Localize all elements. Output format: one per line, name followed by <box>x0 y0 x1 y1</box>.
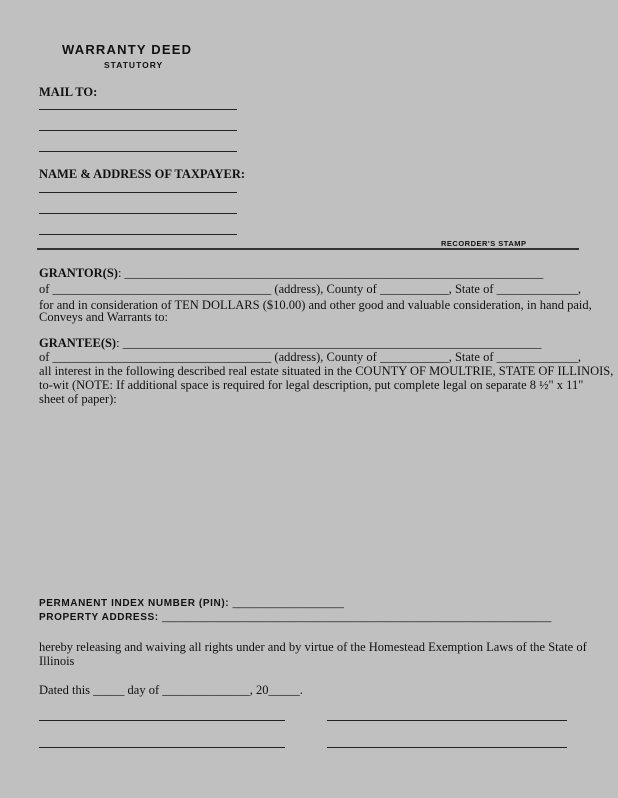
property-address-blank: ______________________________________________________________________ <box>162 612 552 623</box>
mail-to-line-2 <box>39 130 237 131</box>
grantee-label: GRANTEE(S) <box>39 336 117 350</box>
grantee-name-blank: : ___________________________________________________________________ <box>116 336 542 350</box>
signature-line-1 <box>39 720 285 721</box>
pin-row <box>39 598 344 609</box>
pin-blank: ____________________ <box>232 598 344 609</box>
homestead-line-2: Illinois <box>39 654 75 668</box>
mail-to-line-1 <box>39 109 237 110</box>
grantee-line-3: all interest in the following described real estate situated in the COUNTY OF MOULTRIE, STATE OF ILLINOIS, <box>39 364 614 378</box>
taxpayer-label: NAME & ADDRESS OF TAXPAYER: <box>39 167 246 181</box>
grantor-label: GRANTOR(S) <box>39 266 118 280</box>
signature-line-2 <box>327 720 567 721</box>
grantor-line-1 <box>39 265 543 281</box>
property-address-label: PROPERTY ADDRESS: <box>39 612 159 623</box>
homestead-line-1: hereby releasing and waiving all rights under and by virtue of the Homestead Exemption Laws of the State of <box>39 640 587 654</box>
recorders-stamp-label: RECORDER'S STAMP <box>441 239 527 248</box>
grantor-name-blank: : ___________________________________________________________________ <box>117 266 544 280</box>
grantee-line-2: of ___________________________________ (address), County of ___________, State of _____________, <box>39 350 581 364</box>
mail-to-line-3 <box>39 151 237 152</box>
grantor-line-2: of ___________________________________ (address), County of ___________, State of _____________, <box>39 282 581 296</box>
taxpayer-line-2 <box>39 213 237 214</box>
grantor-line-4: Conveys and Warrants to: <box>39 310 168 324</box>
dated-line: Dated this _____ day of ______________, 20_____. <box>39 683 303 697</box>
mail-to-label: MAIL TO: <box>39 85 98 99</box>
grantee-line-4: to-wit (NOTE: If additional space is required for legal description, put complete legal on separate 8 ½" x 11" <box>39 378 584 392</box>
taxpayer-line-1 <box>39 192 237 193</box>
signature-line-4 <box>327 747 567 748</box>
taxpayer-line-3 <box>39 234 237 235</box>
signature-line-3 <box>39 747 285 748</box>
property-address-row <box>39 612 551 623</box>
recorder-divider <box>37 248 579 250</box>
document-title: WARRANTY DEED <box>62 42 193 57</box>
pin-label: PERMANENT INDEX NUMBER (PIN): <box>39 598 230 609</box>
document-subtitle: STATUTORY <box>104 60 164 70</box>
grantee-line-5: sheet of paper): <box>39 392 117 406</box>
grantor-line-3: for and in consideration of TEN DOLLARS ($10.00) and other good and valuable consideration, in hand paid, <box>39 298 592 312</box>
